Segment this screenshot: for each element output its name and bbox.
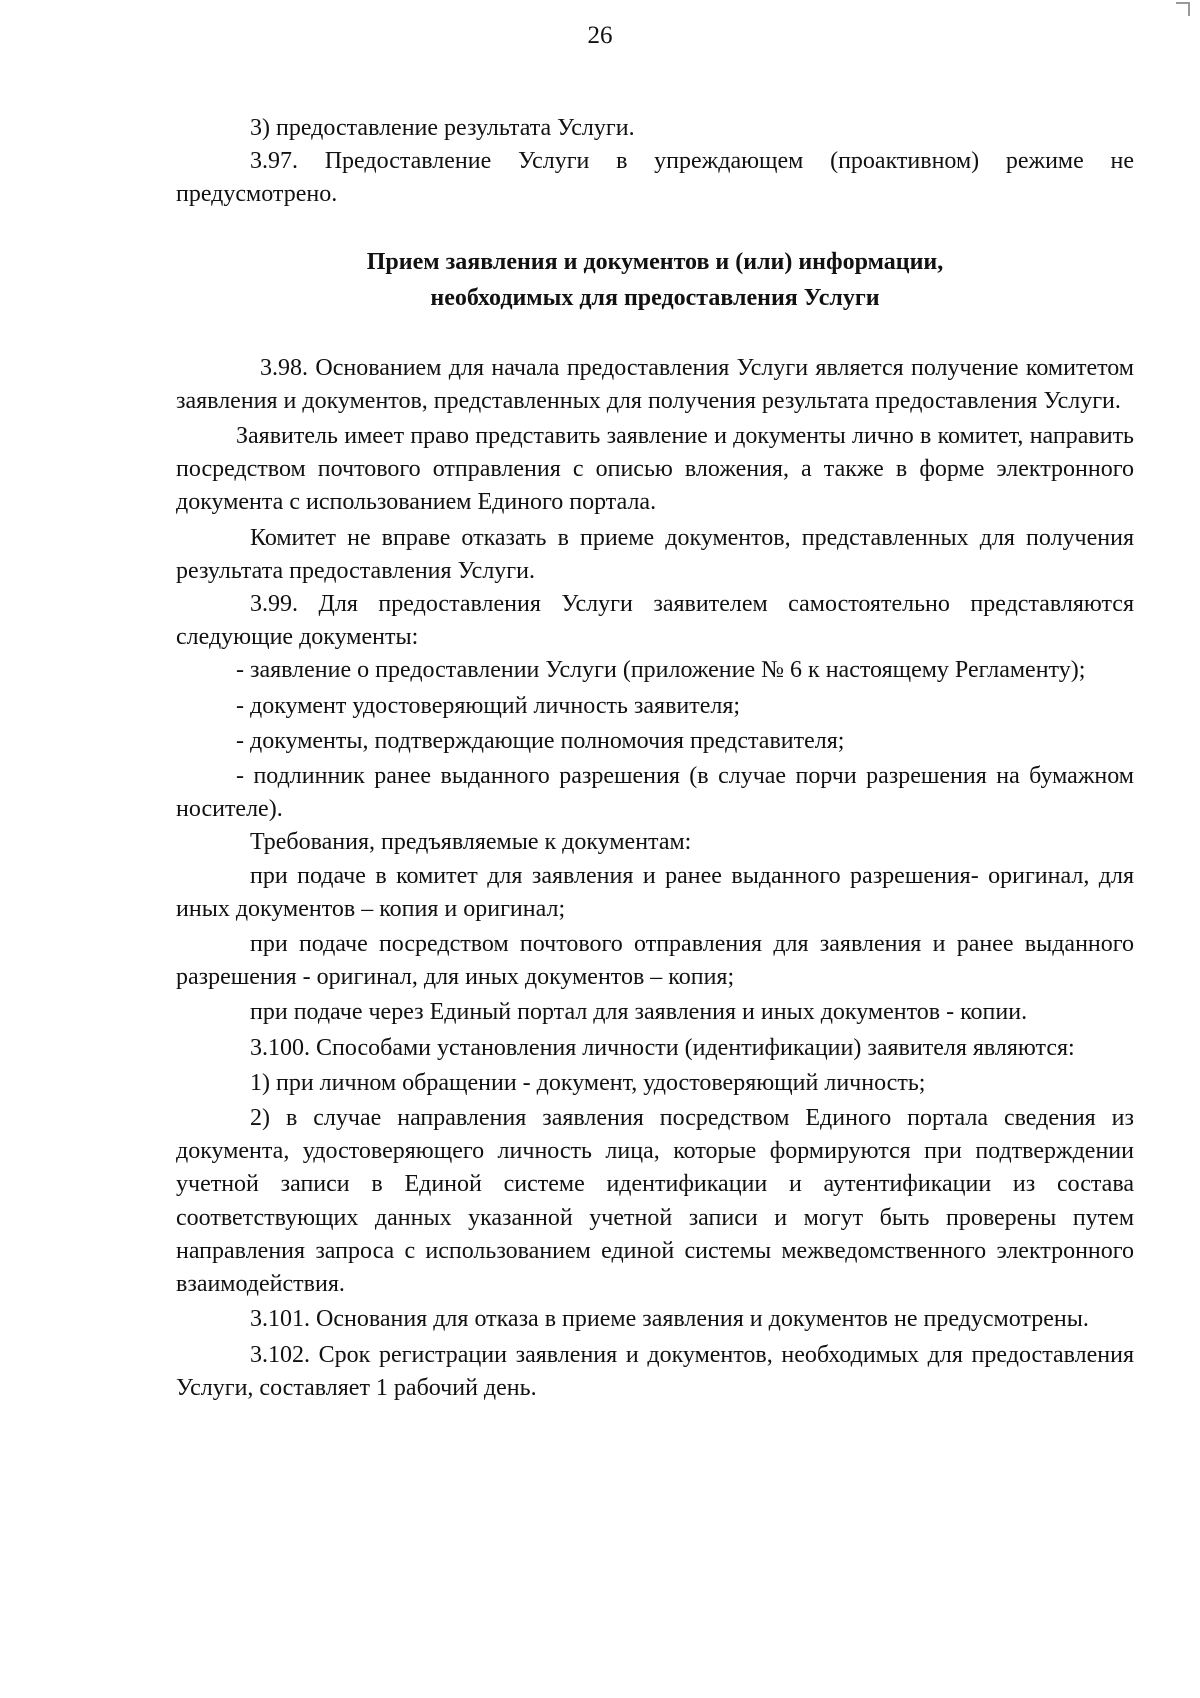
section-heading [176, 244, 1134, 316]
paragraph: при подаче посредством почтового отправления для заявления и ранее выданного разрешения - оригинал, для иных документов – копия; [176, 931, 1134, 991]
section-heading-line-2: необходимых для предоставления Услуги [430, 284, 880, 311]
paragraph: 1) при личном обращении - документ, удостоверяющий личность; [250, 1069, 926, 1096]
list-item: - документы, подтверждающие полномочия представителя; [236, 727, 845, 754]
paragraph: при подаче в комитет для заявления и ранее выданного разрешения- оригинал, для иных документов – копия и оригинал; [176, 862, 1134, 922]
paragraph: 3.99. Для предоставления Услуги заявителем самостоятельно представляются следующие документы: [176, 591, 1134, 651]
paragraph: Заявитель имеет право представить заявление и документы лично в комитет, направить посредством почтового отправления с описью вложения, а также в форме электронного документа с использованием Единого портала. [176, 423, 1134, 516]
paragraph: 3.98. Основанием для начала предоставления Услуги является получение комитетом заявления и документов, представленных для получения результата предоставления Услуги. [176, 354, 1134, 414]
paragraph: Комитет не вправе отказать в приеме документов, представленных для получения результата предоставления Услуги. [176, 524, 1134, 584]
list-item: - подлинник ранее выданного разрешения (в случае порчи разрешения на бумажном носителе). [176, 763, 1134, 823]
paragraph: 3.100. Способами установления личности (идентификации) заявителя являются: [250, 1034, 1075, 1061]
paragraph: 3) предоставление результата Услуги. [250, 115, 635, 141]
paragraph: 2) в случае направления заявления посредством Единого портала сведения из документа, удостоверяющего личность лица, которые формируются при подтверждении учетной записи в Единой системе идентификации и аутентификации из состава соответствующих данных указанной учетной записи и могут быть проверены путем направления запроса с использованием единой системы межведомственного электронного взаимодействия. [176, 1105, 1134, 1298]
paragraph: Требования, предъявляемые к документам: [250, 829, 692, 856]
paragraph: при подаче через Единый портал для заявления и иных документов - копии. [250, 999, 1028, 1026]
document-body [176, 112, 1134, 1405]
paragraph: 3.102. Срок регистрации заявления и документов, необходимых для предоставления Услуги, составляет 1 рабочий день. [176, 1341, 1134, 1401]
section-heading-line-1: Прием заявления и документов и (или) информации, [366, 248, 944, 275]
paragraph: 3.101. Основания для отказа в приеме заявления и документов не предусмотрены. [250, 1306, 1089, 1333]
page-number: 26 [587, 22, 613, 49]
paragraph: 3.97. Предоставление Услуги в упреждающем (проактивном) режиме не предусмотрено. [176, 148, 1134, 208]
list-item: - заявление о предоставлении Услуги (приложение № 6 к настоящему Регламенту); [236, 657, 1086, 684]
list-item: - документ удостоверяющий личность заявителя; [236, 692, 741, 719]
scan-corner-mark [1176, 2, 1190, 16]
